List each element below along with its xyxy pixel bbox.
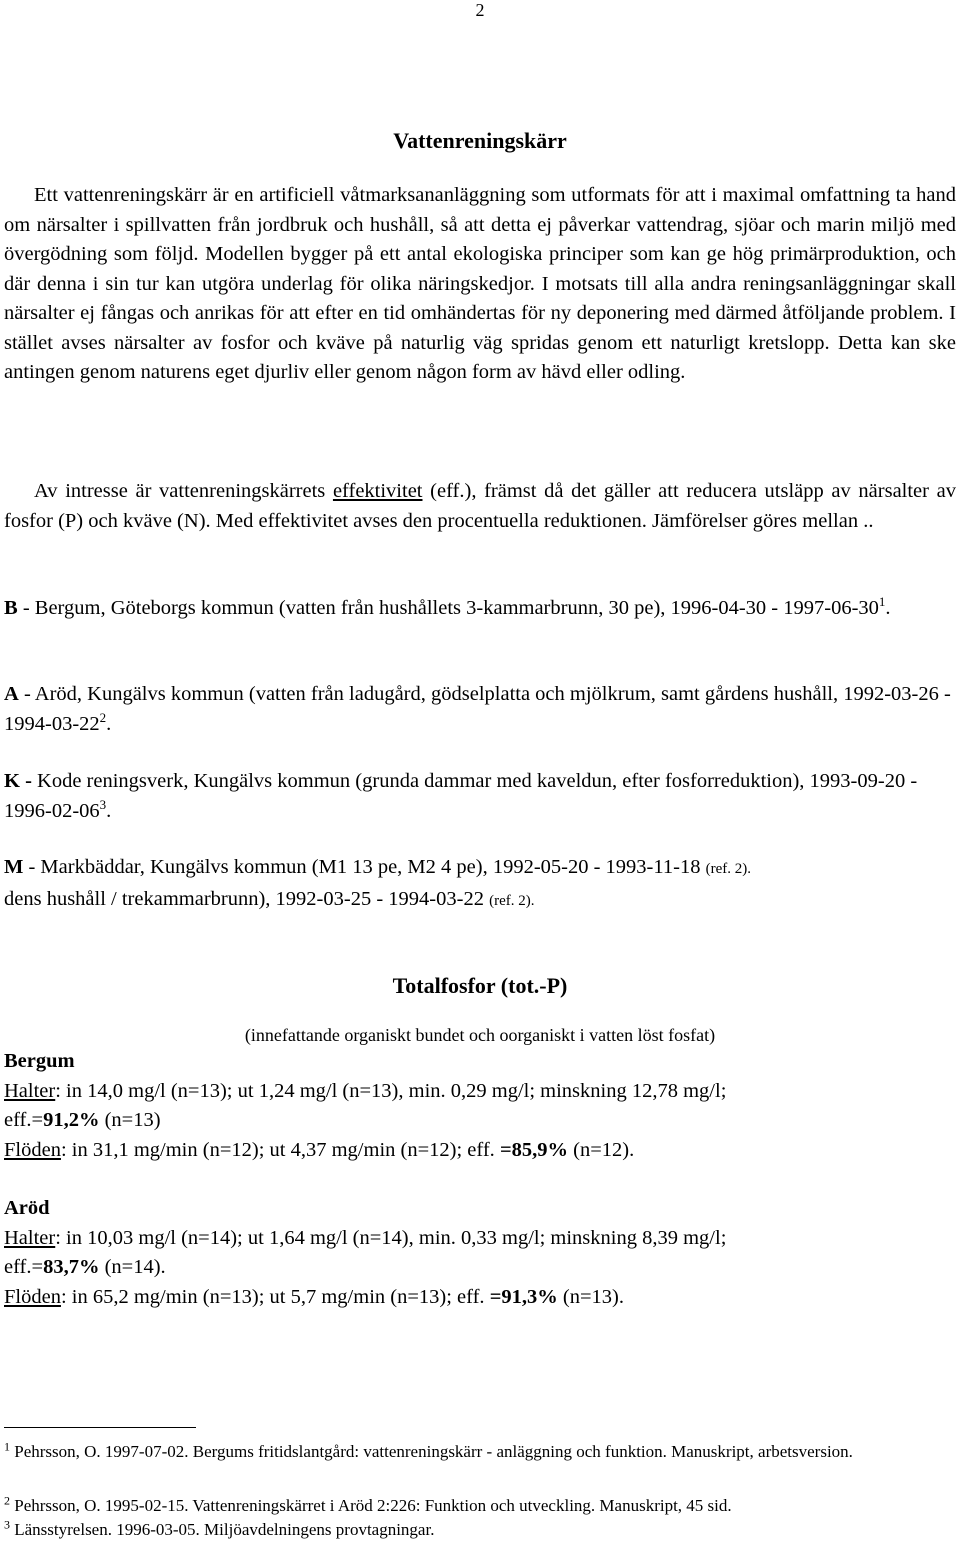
result-site-name: Bergum bbox=[4, 1050, 75, 1072]
halter-eff-value: 83,7% bbox=[43, 1256, 100, 1278]
site-code: B bbox=[4, 597, 18, 619]
site-kode bbox=[4, 767, 956, 826]
floden-eff-value: =85,9% bbox=[499, 1138, 568, 1161]
site-markbaddar bbox=[4, 853, 956, 916]
footnote-text: Länsstyrelsen. 1996-03-05. Miljöavdelningens provtagningar. bbox=[10, 1520, 435, 1539]
footnote-number: 1 bbox=[4, 1439, 10, 1454]
floden-label: Flöden bbox=[4, 1138, 61, 1161]
results-arod bbox=[4, 1194, 956, 1312]
site-text: Aröd, Kungälvs kommun (vatten från ladugård, gödselplatta och mjölkrum, samt gårdens hushåll, 1992-03-26 - 1994-03-22 bbox=[4, 683, 951, 735]
result-halter-eff-line bbox=[4, 1106, 956, 1136]
intro-paragraph: Ett vattenreningskärr är en artificiell våtmarksananläggning som utformats för att i maximal omfattning ta hand om närsalter i spillvatten från jordbruk och hushåll, så att detta ej påverkar vattendrag, sjöar och marin miljö med övergödning som följd. Modellen bygger på ett antal ekologiska principer som kan ge hög primärproduktion, och där denna i sin tur kan utgöra underlag för olika näringskedjor. I motsats till alla andra reningsanläggningar skall närsalter ej fångas och anrikas för att efter en tid omhändertas för ny deponering med därmed åtföljande problem. I stället avses närsalter av fosfor och kväve på naturlig väg spridas genom ett naturligt kretslopp. Detta kan ske antingen genom naturens eget djurliv eller genom någon form av hävd eller odling. bbox=[4, 184, 956, 383]
footnote-3 bbox=[4, 1519, 956, 1541]
site-text: Kode reningsverk, Kungälvs kommun (grunda dammar med kaveldun, efter fosforreduktion), 1993-09-20 - 1996-02-06 bbox=[4, 770, 918, 822]
floden-text: : in 31,1 mg/min (n=12); ut 4,37 mg/min (n=12); eff. bbox=[60, 1138, 500, 1161]
result-floden-line bbox=[4, 1283, 956, 1313]
site-sep: - bbox=[17, 597, 35, 619]
site-m-text2: dens hushåll / trekammarbrunn), 1992-03-25 - 1994-03-22 bbox=[4, 887, 490, 910]
site-code: K - bbox=[4, 770, 32, 792]
site-m-text1: - Markbäddar, Kungälvs kommun (M1 13 pe, M2 4 pe), 1992-05-20 - 1993-11-18 bbox=[23, 856, 706, 878]
page-number: 2 bbox=[475, 0, 485, 20]
halter-eff-prefix: eff.= bbox=[4, 1109, 44, 1131]
result-halter-eff-line bbox=[4, 1253, 956, 1283]
floden-eff-suffix: (n=12). bbox=[568, 1138, 635, 1161]
efficiency-text-before: Av intresse är vattenreningskärrets bbox=[34, 480, 333, 502]
efficiency-term: effektivitet bbox=[332, 480, 423, 502]
site-bergum bbox=[4, 594, 956, 624]
halter-eff-suffix: (n=13) bbox=[99, 1109, 161, 1131]
floden-eff-suffix: (n=13). bbox=[557, 1285, 624, 1308]
site-footnote-ref: 1 bbox=[878, 594, 886, 610]
site-sep: - bbox=[18, 683, 35, 705]
footnote-number: 3 bbox=[4, 1517, 10, 1532]
floden-text: : in 65,2 mg/min (n=13); ut 5,7 mg/min (n=13); eff. bbox=[60, 1285, 490, 1308]
halter-text: : in 10,03 mg/l (n=14); ut 1,64 mg/l (n=14), min. 0,33 mg/l; minskning 8,39 mg/l; bbox=[55, 1226, 727, 1249]
site-m-ref2: (ref. 2). bbox=[489, 892, 535, 909]
site-arod bbox=[4, 680, 956, 739]
efficiency-paragraph bbox=[4, 477, 956, 536]
result-floden-line bbox=[4, 1136, 956, 1166]
site-footnote-ref: 2 bbox=[99, 709, 107, 725]
halter-text: : in 14,0 mg/l (n=13); ut 1,24 mg/l (n=13), min. 0,29 mg/l; minskning 12,78 mg/l; bbox=[55, 1079, 727, 1102]
site-end: . bbox=[106, 799, 112, 822]
result-site-name: Aröd bbox=[4, 1197, 50, 1219]
site-m-line1 bbox=[4, 853, 956, 885]
site-m-ref1: (ref. 2). bbox=[705, 861, 751, 877]
site-footnote-ref: 3 bbox=[99, 796, 107, 812]
footnote-text: Pehrsson, O. 1997-07-02. Bergums fritidslantgård: vattenreningskärr - anläggning och funktion. Manuskript, arbetsversion. bbox=[10, 1442, 853, 1461]
halter-eff-prefix: eff.= bbox=[4, 1256, 44, 1278]
floden-label: Flöden bbox=[4, 1285, 61, 1308]
result-halter-line bbox=[4, 1224, 956, 1254]
section-title: Totalfosfor (tot.-P) bbox=[392, 973, 568, 998]
results-bergum bbox=[4, 1047, 956, 1165]
halter-eff-suffix: (n=14). bbox=[99, 1256, 166, 1278]
footnote-number: 2 bbox=[4, 1493, 10, 1508]
site-end: . bbox=[106, 712, 112, 735]
floden-eff-value: =91,3% bbox=[489, 1285, 558, 1308]
footnote-1 bbox=[4, 1441, 956, 1463]
footnote-text: Pehrsson, O. 1995-02-15. Vattenreningskärret i Aröd 2:226: Funktion och utveckling. Manuskript, 45 sid. bbox=[10, 1496, 732, 1515]
section-subtitle: (innefattande organiskt bundet och oorganiskt i vatten löst fosfat) bbox=[244, 1025, 716, 1045]
site-text: Bergum, Göteborgs kommun (vatten från hushållets 3-kammarbrunn, 30 pe), 1996-04-30 - 1997-06-30 bbox=[34, 597, 879, 619]
footnote-divider bbox=[4, 1427, 196, 1428]
site-m-line2 bbox=[4, 885, 956, 917]
halter-eff-value: 91,2% bbox=[43, 1109, 100, 1131]
halter-label: Halter bbox=[4, 1226, 56, 1249]
site-code: A bbox=[4, 683, 19, 705]
halter-label: Halter bbox=[4, 1079, 56, 1102]
result-halter-line bbox=[4, 1077, 956, 1107]
efficiency-text-after: (eff.), främst då det gäller att reducera utsläpp av närsalter av fosfor (P) och kväve (N). Med effektivitet avses den procentuella reduktionen. Jämförelser göres mellan .. bbox=[4, 480, 956, 532]
site-code: M bbox=[4, 856, 24, 878]
document-title: Vattenreningskärr bbox=[393, 128, 567, 153]
site-end: . bbox=[885, 597, 891, 619]
footnote-2 bbox=[4, 1495, 956, 1517]
